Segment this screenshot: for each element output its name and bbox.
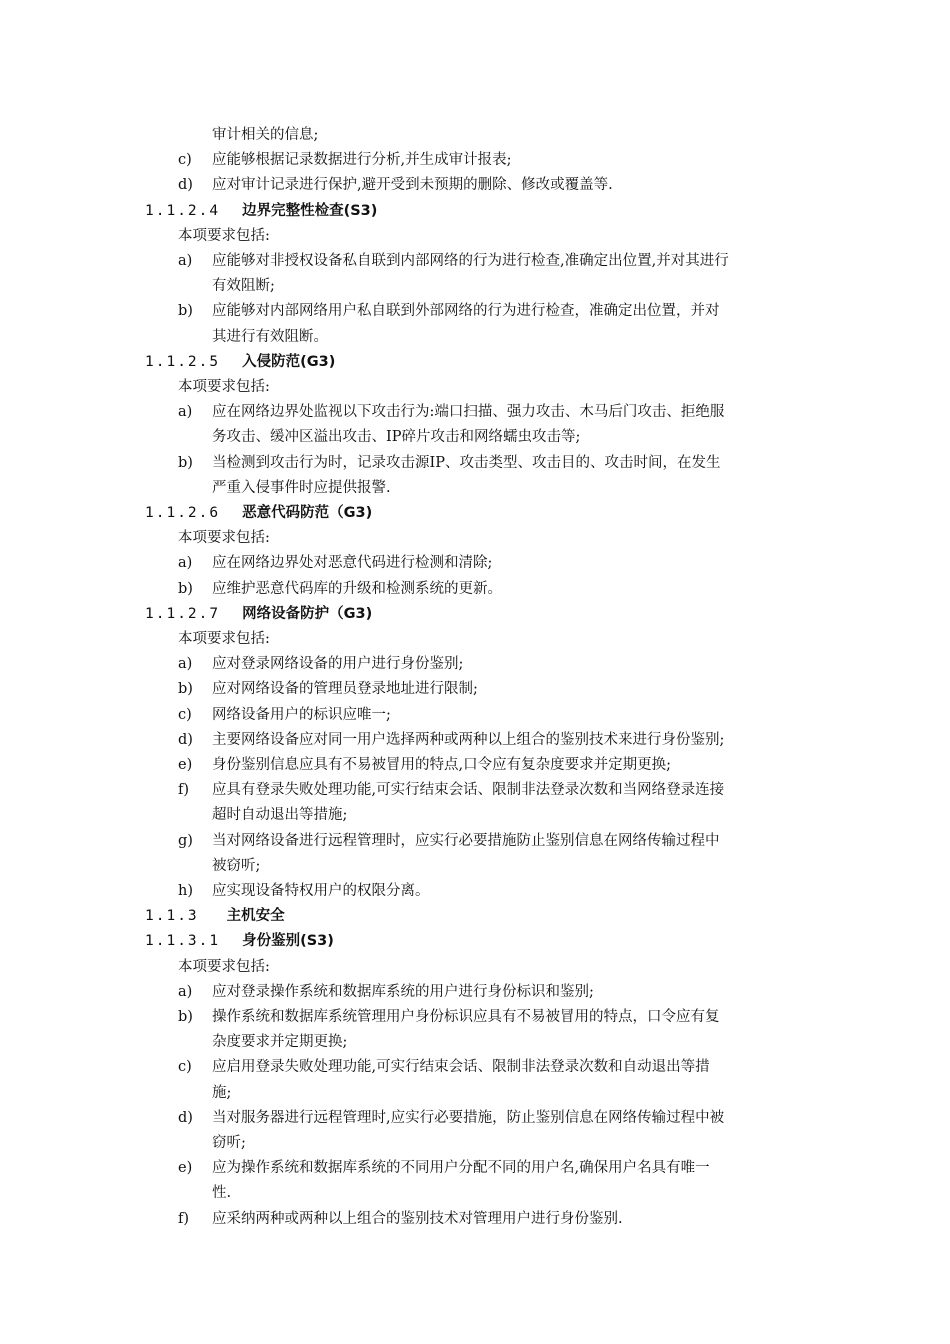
list-item-text: 应能够根据记录数据进行分析,并生成审计报表; [212,152,512,169]
list-item-label: b) [178,681,193,698]
section-heading [145,352,335,372]
list-item-label: e) [178,757,193,773]
list-item-text: 应能够对非授权设备私自联到内部网络的行为进行检查,准确定出位置,并对其进行 [212,253,729,269]
list-item-label: d) [178,1109,193,1126]
list-item-text: 应对登录操作系统和数据库系统的用户进行身份标识和鉴别; [212,983,594,1000]
intro-text: 本项要求包括: [178,530,270,547]
list-item-text: 应维护恶意代码库的升级和检测系统的更新。 [212,580,502,597]
list-item-text: 网络设备用户的标识应唯一; [212,706,391,723]
list-item-text: 超时自动退出等措施; [212,807,348,824]
list-item-text: 当对网络设备进行远程管理时，应实行必要措施防止鉴别信息在网络传输过程中 [212,832,720,849]
list-item-label: a) [178,656,193,673]
section-title: 入侵防范(G3) [242,353,336,370]
section-title: 边界完整性检查(S3) [242,202,378,219]
list-item-text: 应启用登录失败处理功能,可实行结束会话、限制非法登录次数和自动退出等措 [212,1059,710,1076]
list-item-text: 窃听; [212,1135,246,1151]
list-item-text: 有效阻断; [212,278,275,295]
list-item-text: 应实现设备特权用户的权限分离。 [212,883,430,899]
list-item-label: b) [178,1009,193,1025]
section-number: 1.1.2.6 [145,505,221,521]
list-item-label: g) [178,832,193,849]
list-item-text: 应采纳两种或两种以上组合的鉴别技术对管理用户进行身份鉴别. [212,1210,623,1227]
list-item-text: 杂度要求并定期更换; [212,1034,348,1051]
list-item-text: 施; [212,1084,232,1101]
section-number: 1.1.3 [145,908,199,925]
list-item-label: a) [178,253,193,269]
list-item-label: d) [178,177,193,194]
list-item-text: 其进行有效阻断。 [212,328,328,345]
list-item-label: h) [178,883,193,899]
list-item-label: c) [178,1059,192,1076]
list-item-text: 当对服务器进行远程管理时,应实行必要措施，防止鉴别信息在网络传输过程中被 [212,1109,725,1126]
list-item-text: 应在网络边界处监视以下攻击行为:端口扫描、强力攻击、木马后门攻击、拒绝服 [212,404,725,421]
list-item-label: a) [178,983,193,1000]
section-heading [145,604,372,624]
section-heading [145,201,377,221]
list-item-text: 身份鉴别信息应具有不易被冒用的特点,口令应有复杂度要求并定期更换; [212,757,671,773]
list-item-text: 应对审计记录进行保护,避开受到未预期的删除、修改或覆盖等. [212,177,613,194]
section-title: 主机安全 [226,908,285,925]
list-item-text: 主要网络设备应对同一用户选择两种或两种以上组合的鉴别技术来进行身份鉴别; [212,731,725,748]
list-item-label: c) [178,706,192,723]
list-item-text: 应能够对内部网络用户私自联到外部网络的行为进行检查，准确定出位置，并对 [212,303,720,320]
list-item-text: 严重入侵事件时应提供报警. [212,479,391,496]
section-title: 恶意代码防范（G3) [242,505,373,521]
intro-text: 本项要求包括: [178,958,270,975]
section-title: 网络设备防护（G3) [242,605,373,622]
list-item-label: a) [178,404,193,421]
section-number: 1.1.2.7 [145,605,221,622]
list-item-label: e) [178,1160,193,1177]
section-heading [145,906,285,926]
list-item-label: b) [178,454,193,471]
section-heading [145,931,334,951]
list-item-label: d) [178,731,193,748]
list-item-text: 应在网络边界处对恶意代码进行检测和清除; [212,555,493,572]
continuation-text: 审计相关的信息; [212,127,319,143]
list-item-text: 应对网络设备的管理员登录地址进行限制; [212,681,478,698]
section-number: 1.1.3.1 [145,933,221,950]
section-number: 1.1.2.5 [145,353,221,370]
list-item-label: b) [178,580,193,597]
list-item-text: 被窃听; [212,857,261,874]
list-item-text: 应为操作系统和数据库系统的不同用户分配不同的用户名,确保用户名具有唯一 [212,1160,710,1177]
section-title: 身份鉴别(S3) [242,933,334,950]
list-item-text: 务攻击、缓冲区溢出攻击、IP碎片攻击和网络蠕虫攻击等; [212,429,581,446]
list-item-text: 应具有登录失败处理功能,可实行结束会话、限制非法登录次数和当网络登录连接 [212,782,725,799]
section-heading [145,503,372,523]
list-item-label: c) [178,152,192,169]
list-item-text: 性. [212,1185,232,1202]
list-item-label: b) [178,303,193,320]
list-item-label: f) [178,782,190,799]
list-item-label: a) [178,555,193,572]
list-item-label: f) [178,1210,190,1227]
list-item-text: 应对登录网络设备的用户进行身份鉴别; [212,656,464,673]
section-number: 1.1.2.4 [145,202,221,219]
list-item-text: 当检测到攻击行为时，记录攻击源IP、攻击类型、攻击目的、攻击时间，在发生 [212,454,721,471]
intro-text: 本项要求包括: [178,227,270,244]
intro-text: 本项要求包括: [178,631,270,647]
intro-text: 本项要求包括: [178,379,270,395]
list-item-text: 操作系统和数据库系统管理用户身份标识应具有不易被冒用的特点，口令应有复 [212,1009,720,1025]
